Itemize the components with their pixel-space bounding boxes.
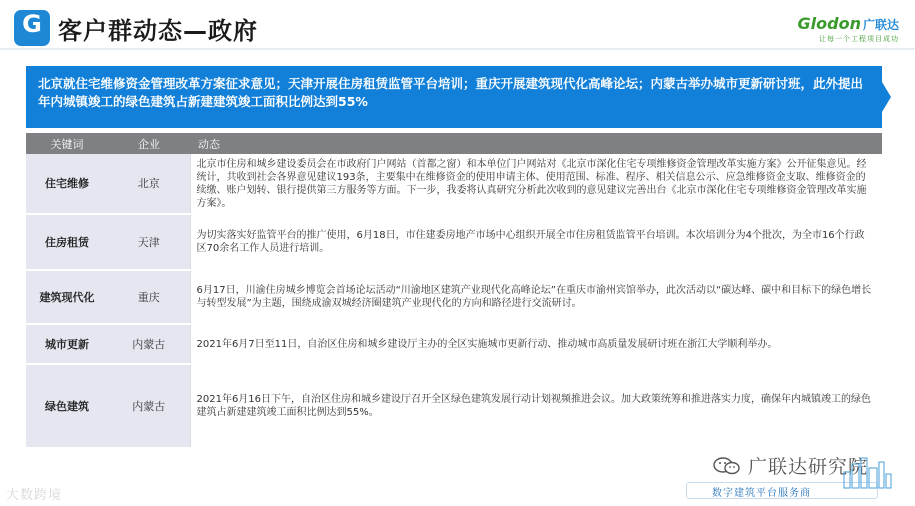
keyword-cell: 住房租赁 xyxy=(26,214,108,270)
summary-text: 北京就住宅维修资金管理改革方案征求意见；天津开展住房租赁监管平台培训；重庆开展建筑现代化高峰论坛；内蒙古举办城市更新研讨班，此外提出年内城镇竣工的绿色建筑占新建建筑竣工面积比例达到55% xyxy=(38,76,864,109)
city-skyline-icon xyxy=(842,456,892,490)
watermark: 大数跨境 xyxy=(6,488,63,503)
keyword-cell: 建筑现代化 xyxy=(26,270,108,324)
header-dynamic: 动态 xyxy=(190,133,882,154)
brand-name xyxy=(798,14,899,33)
page-header xyxy=(0,0,915,50)
keyword-cell: 住宅维修 xyxy=(26,154,108,214)
logo-letter: G xyxy=(22,10,42,38)
summary-banner xyxy=(26,66,882,128)
dynamics-table xyxy=(26,133,882,449)
research-institute-label: 广联达研究院 xyxy=(748,456,869,478)
header-divider xyxy=(0,48,915,50)
header-entity: 企业 xyxy=(108,133,190,154)
keyword-cell: 绿色建筑 xyxy=(26,364,108,448)
dynamic-cell: 2021年6月7日至11日，自治区住房和城乡建设厅主办的全区实施城市更新行动、推动城市高质量发展研讨班在浙江大学顺利举办。 xyxy=(190,324,882,364)
table-row xyxy=(26,364,882,448)
footer-slogan: 数字建筑平台服务商 xyxy=(712,488,811,499)
entity-cell: 天津 xyxy=(108,214,190,270)
entity-cell: 重庆 xyxy=(108,270,190,324)
dynamic-cell: 2021年6月16日下午，自治区住房和城乡建设厅召开全区绿色建筑发展行动计划视频推进会议。加大政策统筹和推进落实力度，确保年内城镇竣工的绿色建筑占新建建筑竣工面积比例达到55%。 xyxy=(190,364,882,448)
brand-name-cn: 广联达 xyxy=(862,18,899,32)
table-row xyxy=(26,324,882,364)
brand-slogan: 让每一个工程项目成功 xyxy=(819,35,899,43)
table-header-row xyxy=(26,133,882,154)
table-row xyxy=(26,214,882,270)
table-row xyxy=(26,154,882,214)
keyword-cell: 城市更新 xyxy=(26,324,108,364)
logo-g-icon xyxy=(14,10,50,46)
dynamic-cell: 为切实落实好监管平台的推广使用，6月18日，市住建委房地产市场中心组织开展全市住房租赁监管平台培训。本次培训分为4个批次，为全市16个行政区70余名工作人员进行培训。 xyxy=(190,214,882,270)
brand-logo xyxy=(798,14,899,44)
entity-cell: 北京 xyxy=(108,154,190,214)
dynamic-cell: 6月17日，川渝住房城乡博览会首场论坛活动“川渝地区建筑产业现代化高峰论坛”在重庆市渝州宾馆举办，此次活动以“碳达峰、碳中和目标下的绿色增长与转型发展”为主题，围绕成渝双城经济圈建筑产业现代化的方向和路径进行交流研讨。 xyxy=(190,270,882,324)
table-row xyxy=(26,270,882,324)
banner-arrow xyxy=(882,82,891,112)
entity-cell: 内蒙古 xyxy=(108,324,190,364)
dynamic-cell: 北京市住房和城乡建设委员会在市政府门户网站（首都之窗）和本单位门户网站对《北京市深化住宅专项维修资金管理改革实施方案》公开征集意见。经统计，共收到社会各界意见建议193条，主要集中在维修资金的使用申请主体、使用范围、标准、程序、相关信息公示、应急维修资金支取、维修资金的续缴、账户划转、银行提供第三方服务等方面。下一步，我委将认真研究分析此次收到的意见建议完善出台《北京市深化住宅专项维修资金管理改革实施方案》。 xyxy=(190,154,882,214)
wechat-icon xyxy=(712,456,742,476)
header-keyword: 关键词 xyxy=(26,133,108,154)
entity-cell: 内蒙古 xyxy=(108,364,190,448)
brand-name-en: Glodon xyxy=(797,14,861,33)
page-title: 客户群动态—政府 xyxy=(58,17,258,45)
